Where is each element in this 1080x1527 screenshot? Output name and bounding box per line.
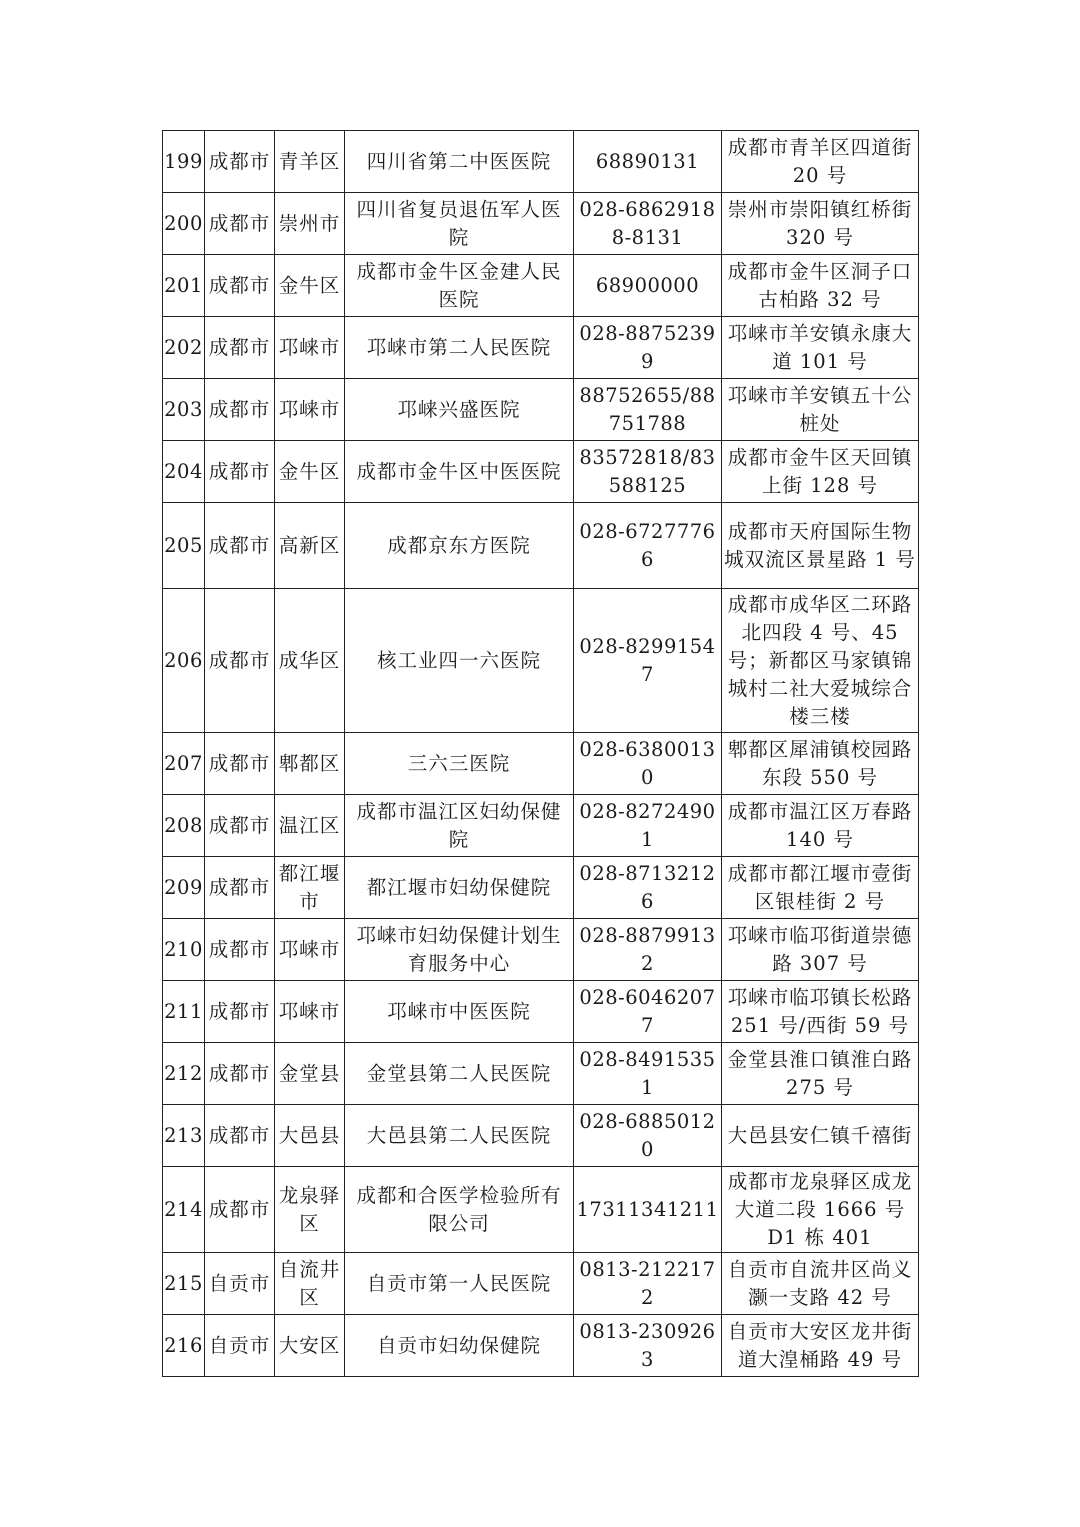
- address-cell: 成都市温江区万春路 140 号: [722, 795, 919, 857]
- phone-cell: 68900000: [574, 255, 722, 317]
- row-number-cell: 216: [163, 1315, 205, 1377]
- city-cell: 成都市: [205, 131, 275, 193]
- row-number-cell: 209: [163, 857, 205, 919]
- row-number-cell: 202: [163, 317, 205, 379]
- hospital-name-cell: 成都京东方医院: [345, 503, 574, 589]
- district-cell: 邛崃市: [275, 379, 345, 441]
- row-number-cell: 204: [163, 441, 205, 503]
- city-cell: 成都市: [205, 919, 275, 981]
- district-cell: 成华区: [275, 589, 345, 733]
- address-cell: 成都市金牛区洞子口古柏路 32 号: [722, 255, 919, 317]
- hospital-name-cell: 邛崃市第二人民医院: [345, 317, 574, 379]
- table-row: [163, 589, 919, 733]
- address-cell: 郫都区犀浦镇校园路东段 550 号: [722, 733, 919, 795]
- address-cell: 邛崃市羊安镇永康大道 101 号: [722, 317, 919, 379]
- city-cell: 成都市: [205, 1043, 275, 1105]
- city-cell: 成都市: [205, 795, 275, 857]
- city-cell: 成都市: [205, 1105, 275, 1167]
- phone-cell: 028-87132126: [574, 857, 722, 919]
- address-cell: 邛崃市临邛街道崇德路 307 号: [722, 919, 919, 981]
- district-cell: 邛崃市: [275, 919, 345, 981]
- phone-cell: 0813-2309263: [574, 1315, 722, 1377]
- hospital-name-cell: 成都市温江区妇幼保健院: [345, 795, 574, 857]
- phone-cell: 028-68629188-8131: [574, 193, 722, 255]
- address-cell: 金堂县淮口镇淮白路 275 号: [722, 1043, 919, 1105]
- row-number-cell: 211: [163, 981, 205, 1043]
- phone-cell: 68890131: [574, 131, 722, 193]
- phone-cell: 028-68850120: [574, 1105, 722, 1167]
- table-row: [163, 441, 919, 503]
- phone-cell: 88752655/88751788: [574, 379, 722, 441]
- hospital-name-cell: 都江堰市妇幼保健院: [345, 857, 574, 919]
- phone-cell: 028-82724901: [574, 795, 722, 857]
- table-row: [163, 733, 919, 795]
- district-cell: 都江堰市: [275, 857, 345, 919]
- row-number-cell: 213: [163, 1105, 205, 1167]
- address-cell: 成都市龙泉驿区成龙大道二段 1666 号 D1 栋 401: [722, 1167, 919, 1253]
- address-cell: 邛崃市羊安镇五十公桩处: [722, 379, 919, 441]
- hospital-name-cell: 成都市金牛区金建人民医院: [345, 255, 574, 317]
- address-cell: 成都市青羊区四道街 20 号: [722, 131, 919, 193]
- hospital-name-cell: 金堂县第二人民医院: [345, 1043, 574, 1105]
- table-row: [163, 317, 919, 379]
- table-row: [163, 795, 919, 857]
- row-number-cell: 199: [163, 131, 205, 193]
- hospital-list-table: [162, 130, 919, 1377]
- district-cell: 金牛区: [275, 441, 345, 503]
- district-cell: 青羊区: [275, 131, 345, 193]
- table-row: [163, 981, 919, 1043]
- city-cell: 成都市: [205, 733, 275, 795]
- address-cell: 成都市金牛区天回镇上街 128 号: [722, 441, 919, 503]
- address-cell: 成都市天府国际生物城双流区景星路 1 号: [722, 503, 919, 589]
- phone-cell: 028-67277766: [574, 503, 722, 589]
- table-row: [163, 919, 919, 981]
- table-row: [163, 503, 919, 589]
- phone-cell: 17311341211: [574, 1167, 722, 1253]
- address-cell: 成都市成华区二环路北四段 4 号、45 号；新都区马家镇锦城村二社大爱城综合楼三楼: [722, 589, 919, 733]
- phone-cell: 83572818/83588125: [574, 441, 722, 503]
- district-cell: 温江区: [275, 795, 345, 857]
- district-cell: 大邑县: [275, 1105, 345, 1167]
- district-cell: 郫都区: [275, 733, 345, 795]
- city-cell: 成都市: [205, 857, 275, 919]
- hospital-name-cell: 自贡市妇幼保健院: [345, 1315, 574, 1377]
- hospital-name-cell: 四川省复员退伍军人医院: [345, 193, 574, 255]
- row-number-cell: 212: [163, 1043, 205, 1105]
- phone-cell: 028-88752399: [574, 317, 722, 379]
- district-cell: 邛崃市: [275, 981, 345, 1043]
- table-row: [163, 1167, 919, 1253]
- district-cell: 自流井区: [275, 1253, 345, 1315]
- hospital-name-cell: 邛崃市中医医院: [345, 981, 574, 1043]
- city-cell: 成都市: [205, 317, 275, 379]
- table-row: [163, 857, 919, 919]
- table-row: [163, 193, 919, 255]
- hospital-name-cell: 邛崃市妇幼保健计划生育服务中心: [345, 919, 574, 981]
- row-number-cell: 203: [163, 379, 205, 441]
- hospital-name-cell: 自贡市第一人民医院: [345, 1253, 574, 1315]
- city-cell: 成都市: [205, 503, 275, 589]
- phone-cell: 028-63800130: [574, 733, 722, 795]
- row-number-cell: 214: [163, 1167, 205, 1253]
- phone-cell: 028-82991547: [574, 589, 722, 733]
- table-row: [163, 255, 919, 317]
- phone-cell: 0813-2122172: [574, 1253, 722, 1315]
- row-number-cell: 208: [163, 795, 205, 857]
- table-body: [163, 131, 919, 1377]
- district-cell: 邛崃市: [275, 317, 345, 379]
- city-cell: 成都市: [205, 441, 275, 503]
- table-row: [163, 1315, 919, 1377]
- table-row: [163, 1105, 919, 1167]
- city-cell: 自贡市: [205, 1315, 275, 1377]
- address-cell: 崇州市崇阳镇红桥街 320 号: [722, 193, 919, 255]
- row-number-cell: 200: [163, 193, 205, 255]
- address-cell: 邛崃市临邛镇长松路 251 号/西街 59 号: [722, 981, 919, 1043]
- hospital-name-cell: 成都市金牛区中医医院: [345, 441, 574, 503]
- row-number-cell: 210: [163, 919, 205, 981]
- hospital-name-cell: 三六三医院: [345, 733, 574, 795]
- hospital-name-cell: 四川省第二中医医院: [345, 131, 574, 193]
- hospital-name-cell: 成都和合医学检验所有限公司: [345, 1167, 574, 1253]
- district-cell: 金堂县: [275, 1043, 345, 1105]
- district-cell: 金牛区: [275, 255, 345, 317]
- hospital-name-cell: 核工业四一六医院: [345, 589, 574, 733]
- phone-cell: 028-88799132: [574, 919, 722, 981]
- address-cell: 成都市都江堰市壹街区银桂街 2 号: [722, 857, 919, 919]
- hospital-name-cell: 大邑县第二人民医院: [345, 1105, 574, 1167]
- table-row: [163, 379, 919, 441]
- table-row: [163, 131, 919, 193]
- district-cell: 大安区: [275, 1315, 345, 1377]
- address-cell: 大邑县安仁镇千禧街: [722, 1105, 919, 1167]
- district-cell: 龙泉驿区: [275, 1167, 345, 1253]
- row-number-cell: 206: [163, 589, 205, 733]
- address-cell: 自贡市大安区龙井街道大湟桶路 49 号: [722, 1315, 919, 1377]
- city-cell: 成都市: [205, 379, 275, 441]
- row-number-cell: 215: [163, 1253, 205, 1315]
- district-cell: 崇州市: [275, 193, 345, 255]
- hospital-name-cell: 邛崃兴盛医院: [345, 379, 574, 441]
- city-cell: 成都市: [205, 193, 275, 255]
- row-number-cell: 205: [163, 503, 205, 589]
- city-cell: 成都市: [205, 589, 275, 733]
- row-number-cell: 201: [163, 255, 205, 317]
- address-cell: 自贡市自流井区尚义灏一支路 42 号: [722, 1253, 919, 1315]
- city-cell: 成都市: [205, 1167, 275, 1253]
- district-cell: 高新区: [275, 503, 345, 589]
- city-cell: 成都市: [205, 255, 275, 317]
- phone-cell: 028-84915351: [574, 1043, 722, 1105]
- row-number-cell: 207: [163, 733, 205, 795]
- phone-cell: 028-60462077: [574, 981, 722, 1043]
- city-cell: 成都市: [205, 981, 275, 1043]
- city-cell: 自贡市: [205, 1253, 275, 1315]
- table-row: [163, 1043, 919, 1105]
- table-row: [163, 1253, 919, 1315]
